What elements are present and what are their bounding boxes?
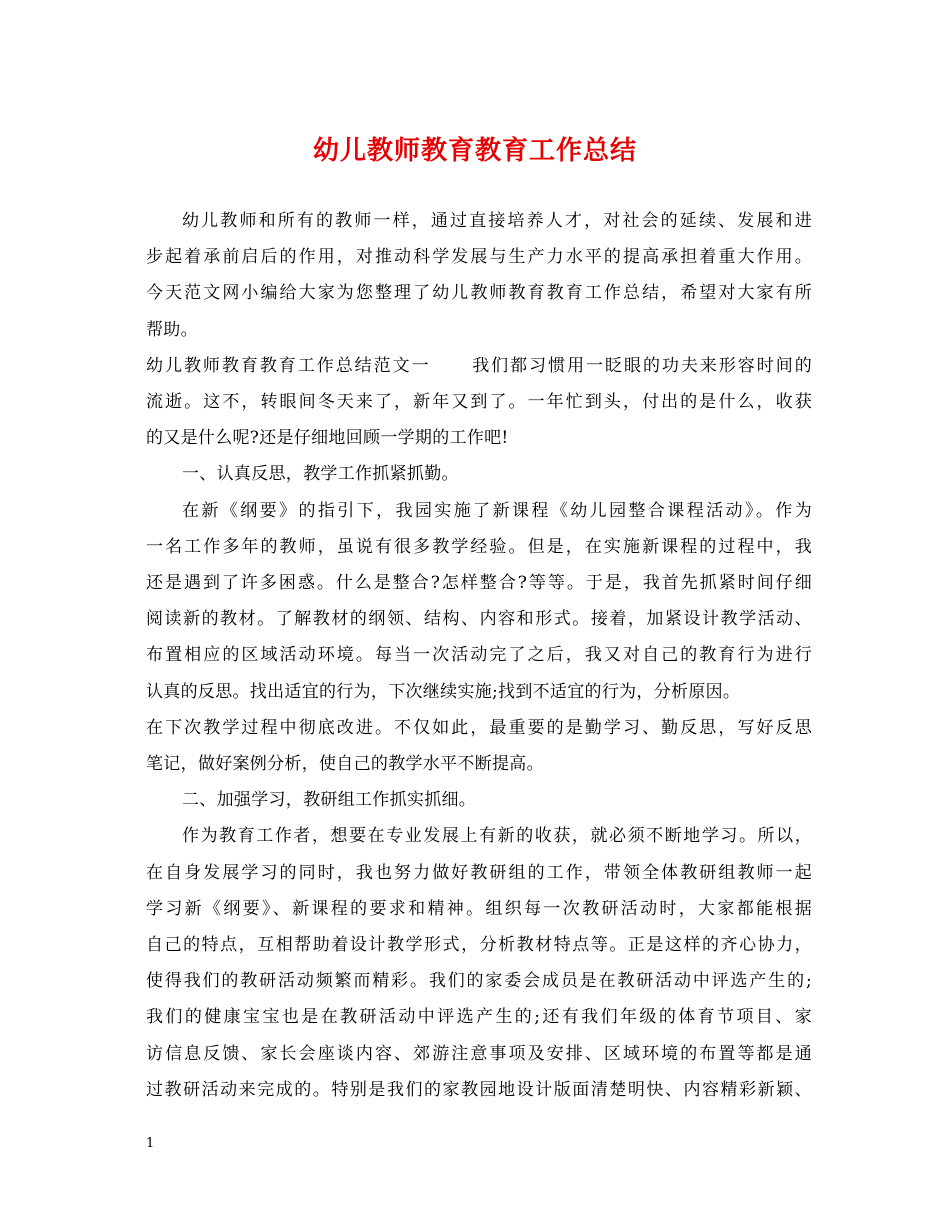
subheading-line: 一、认真反思，教学工作抓紧抓勤。 <box>182 464 459 485</box>
text-line: 步起着承前启后的作用，对推动科学发展与生产力水平的提高承担着重大作用。 <box>146 247 812 268</box>
text-line: 访信息反馈、家长会座谈内容、郊游注意事项及安排、区域环境的布置等都是通 <box>146 1043 812 1064</box>
text-line: 使得我们的教研活动频繁而精彩。我们的家委会成员是在教研活动中评选产生的; <box>146 971 812 992</box>
text-line: 笔记，做好案例分析，使自己的教学水平不断提高。 <box>146 754 544 775</box>
text-line: 我们的健康宝宝也是在教研活动中评选产生的;还有我们年级的体育节项目、家 <box>146 1007 812 1028</box>
text-line: 幼儿教师和所有的教师一样，通过直接培养人才，对社会的延续、发展和进 <box>182 211 812 231</box>
document-title: 幼儿教师教育教育工作总结 <box>312 136 637 166</box>
text-line: 布置相应的区域活动环境。每当一次活动完了之后，我又对自己的教育行为进行 <box>146 645 812 666</box>
text-line: 认真的反思。找出适宜的行为，下次继续实施;找到不适宜的行为，分析原因。 <box>146 681 741 702</box>
text-line: 今天范文网小编给大家为您整理了幼儿教师教育教育工作总结，希望对大家有所 <box>146 283 812 304</box>
text-line: 阅读新的教材。了解教材的纲领、结构、内容和形式。接着，加紧设计教学活动、 <box>146 609 812 630</box>
page-number: 1 <box>146 1136 155 1151</box>
text-line: 在自身发展学习的同时，我也努力做好教研组的工作，带领全体教研组教师一起 <box>146 862 812 883</box>
text-line: 还是遇到了许多困惑。什么是整合?怎样整合?等等。于是，我首先抓紧时间仔细 <box>146 573 812 594</box>
text-line: 自己的特点，互相帮助着设计教学形式，分析教材特点等。正是这样的齐心协力， <box>146 935 812 956</box>
text-line: 的又是什么呢?还是仔细地回顾一学期的工作吧! <box>146 428 509 449</box>
text-line: 一名工作多年的教师，虽说有很多教学经验。但是，在实施新课程的过程中，我 <box>146 536 812 557</box>
text-line: 流逝。这不，转眼间冬天来了，新年又到了。一年忙到头，付出的是什么，收获 <box>146 392 812 413</box>
subheading-line: 二、加强学习，教研组工作抓实抓细。 <box>182 790 477 811</box>
document-body <box>146 203 812 1108</box>
text-line: 在新《纲要》的指引下，我园实施了新课程《幼儿园整合课程活动》。作为 <box>182 500 812 521</box>
text-line-with-heading <box>146 348 812 384</box>
text-line: 过教研活动来完成的。特别是我们的家教园地设计版面清楚明快、内容精彩新颖、 <box>146 1079 812 1100</box>
section-heading: 幼儿教师教育教育工作总结范文一 <box>146 355 431 376</box>
text-fragment: 我们都习惯用一眨眼的功夫来形容时间的 <box>470 355 812 376</box>
text-line: 帮助。 <box>146 319 198 340</box>
text-line: 作为教育工作者，想要在专业发展上有新的收获，就必须不断地学习。所以， <box>182 826 812 847</box>
text-line: 学习新《纲要》、新课程的要求和精神。组织每一次教研活动时，大家都能根据 <box>146 898 812 919</box>
text-line: 在下次教学过程中彻底改进。不仅如此，最重要的是勤学习、勤反思，写好反思 <box>146 717 812 738</box>
